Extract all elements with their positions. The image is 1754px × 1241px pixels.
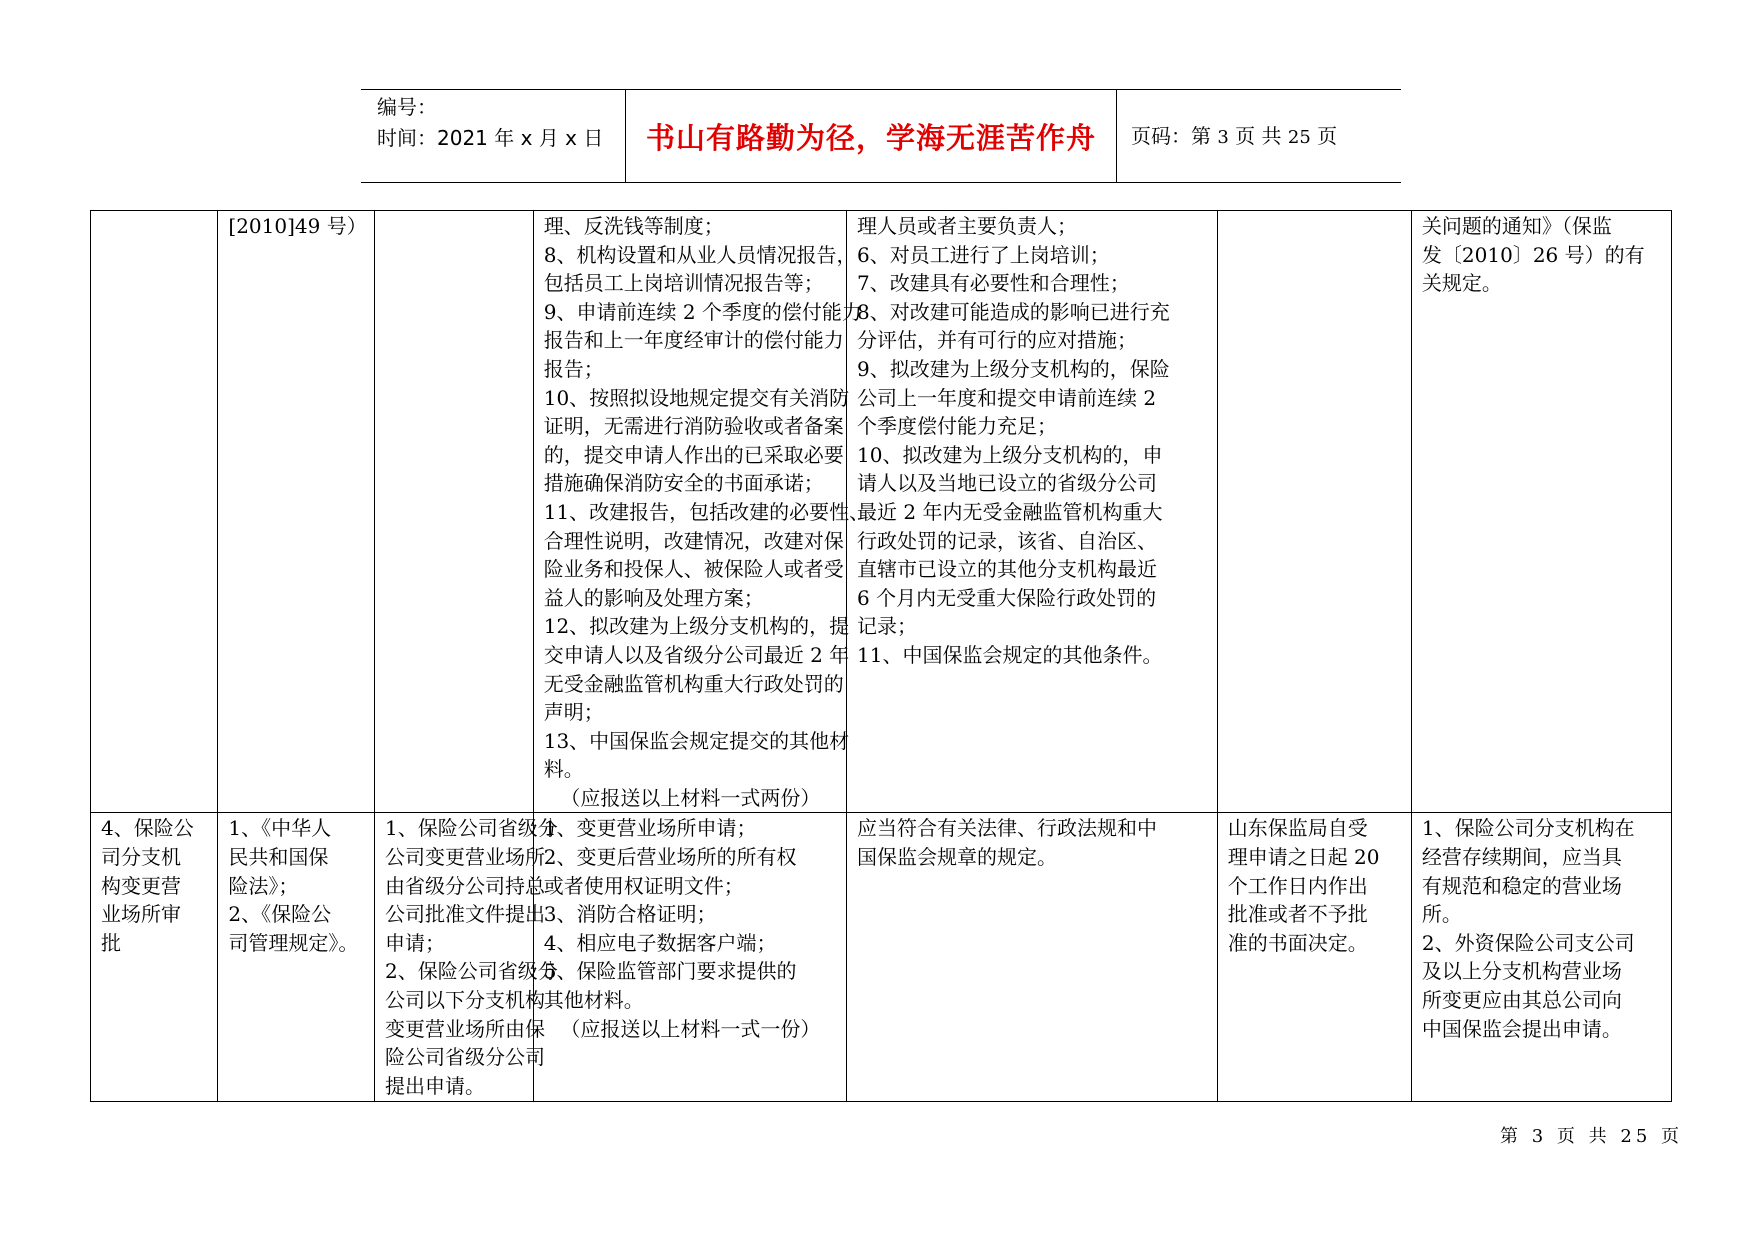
cell-text-line: 司分支机 (101, 845, 181, 870)
cell-text-line: 7、改建具有必要性和合理性； (857, 271, 1130, 296)
cell-text-line: 险业务和投保人、被保险人或者受 (543, 557, 844, 582)
cell-text-line: 1、变更营业场所申请； (543, 816, 757, 841)
cell-text-line: 5、保险监管部门要求提供的 (543, 959, 797, 984)
cell-text-line: 发〔2010〕26 号）的有 (1421, 242, 1645, 267)
cell-text-line: 险法》； (228, 873, 299, 898)
cell-text-line: 证明，无需进行消防验收或者备案 (543, 414, 844, 439)
table-cell (91, 211, 218, 813)
table-cell (91, 813, 218, 1102)
cell-text-line: 理申请之日起 20 (1227, 845, 1380, 870)
cell-text-line: 民共和国保 (228, 845, 329, 870)
cell-text-line: 所。 (1421, 902, 1462, 927)
document-number-label: 编号： (377, 95, 437, 119)
table-cell (375, 813, 558, 1102)
cell-text-line: 准的书面决定。 (1227, 930, 1368, 955)
cell-text-line: 11、中国保监会规定的其他条件。 (857, 642, 1163, 667)
cell-text-line: 或者使用权证明文件； (543, 873, 744, 898)
cell-text-line: 4、保险公 (101, 816, 194, 841)
page-mid: 页 共 (1235, 124, 1282, 148)
cell-text-line: 8、机构设置和从业人员情况报告， (543, 242, 857, 267)
cell-text-line: 包括员工上岗培训情况报告等； (543, 271, 824, 296)
cell-text-line: 国保监会规章的规定。 (857, 845, 1057, 870)
header-page-number (1131, 120, 1337, 149)
cell-text-line: 公司上一年度和提交申请前连续 2 (857, 385, 1157, 410)
cell-text-line: 关问题的通知》（保监 (1421, 214, 1612, 238)
cell-text-line: 由省级分公司持总 (385, 873, 546, 898)
page-header (361, 89, 1401, 183)
table-cell (533, 211, 870, 813)
table-cell (1217, 211, 1411, 813)
cell-text-line: [2010]49 号） (228, 214, 367, 238)
cell-text-line: 应当符合有关法律、行政法规和中 (857, 816, 1157, 841)
cell-text-line: 山东保监局自受 (1227, 816, 1368, 841)
table-cell (533, 813, 846, 1102)
cell-text-line: 批 (101, 930, 121, 955)
page-footer: 第 3 页 共 25 页 (1500, 1126, 1683, 1147)
cell-text-line: 报告； (543, 356, 604, 381)
page-total: 25 (1287, 127, 1311, 148)
table-cell (218, 813, 375, 1102)
cell-note: （应报送以上材料一式两份） (560, 785, 821, 810)
cell-text-line: 6、对员工进行了上岗培训； (857, 242, 1110, 267)
cell-text-line: 13、中国保监会规定提交的其他材 (543, 728, 850, 753)
cell-text-line: 2、变更后营业场所的所有权 (543, 845, 797, 870)
cell-text-line: 合理性说明，改建情况，改建对保 (543, 528, 844, 553)
cell-text-line: 行政处罚的记录，该省、自治区、 (857, 528, 1157, 553)
cell-text-line: 记录； (857, 614, 917, 639)
cell-text-line: 声明； (543, 700, 604, 725)
cell-text-line: 交申请人以及省级分公司最近 2 年 (543, 642, 850, 667)
table-row (91, 211, 1672, 813)
cell-text-line: 直辖市已设立的其他分支机构最近 (857, 557, 1157, 582)
cell-text-line: 个季度偿付能力充足； (857, 414, 1057, 439)
page-suffix: 页 (1317, 124, 1338, 148)
cell-text-line: 请人以及当地已设立的省级分公司 (857, 471, 1157, 496)
cell-text-line: 最近 2 年内无受金融监管机构重大 (857, 499, 1163, 524)
header-motto: 书山有路勤为径，学海无涯苦作舟 (645, 120, 1096, 155)
header-info (377, 92, 603, 154)
cell-text-line: 业场所审 (101, 902, 181, 927)
table-cell (847, 211, 1218, 813)
cell-text-line: 公司以下分支机构 (385, 988, 546, 1013)
cell-text-line: 无受金融监管机构重大行政处罚的 (543, 671, 844, 696)
cell-text-line: （应报送以上材料一式一份） (560, 1016, 821, 1041)
cell-text-line: 4、相应电子数据客户端； (543, 930, 777, 955)
cell-text-line: 其他材料。 (543, 988, 644, 1013)
cell-text-line: 理、反洗钱等制度； (543, 214, 724, 238)
cell-text-line: 9、拟改建为上级分支机构的，保险 (857, 356, 1170, 381)
cell-text-line: 有规范和稳定的营业场 (1421, 873, 1622, 898)
document-time: 时间：2021 年 x 月 x 日 (377, 126, 604, 150)
cell-text-line: 司管理规定》。 (228, 930, 359, 955)
table-row (91, 813, 1672, 1102)
cell-text-line: 6 个月内无受重大保险行政处罚的 (857, 585, 1157, 610)
cell-text-line: 11、改建报告，包括改建的必要性、 (543, 499, 870, 524)
cell-text-line: 益人的影响及处理方案； (543, 585, 764, 610)
cell-text-line: 12、拟改建为上级分支机构的，提 (543, 614, 850, 639)
cell-text-line: 10、拟改建为上级分支机构的，申 (857, 442, 1163, 467)
cell-text-line: 8、对改建可能造成的影响已进行充 (857, 299, 1170, 324)
table-cell (847, 813, 1218, 1102)
table-cell (1217, 813, 1411, 1102)
cell-text-line: 申请； (385, 930, 446, 955)
page-prefix: 页码：第 (1131, 124, 1211, 148)
cell-text-line: 及以上分支机构营业场 (1421, 959, 1622, 984)
cell-text-line: 料。 (543, 757, 584, 782)
cell-text-line: 报告和上一年度经审计的偿付能力 (543, 328, 844, 353)
table-cell (1411, 813, 1671, 1102)
cell-text-line: 构变更营 (101, 873, 181, 898)
cell-text-line: 2、外资保险公司支公司 (1421, 930, 1635, 955)
cell-text-line: 1、保险公司分支机构在 (1421, 816, 1635, 841)
table-cell (218, 211, 375, 813)
cell-text-line: 个工作日内作出 (1227, 873, 1368, 898)
cell-text-line: 所变更应由其总公司向 (1421, 988, 1622, 1013)
cell-text-line: 批准或者不予批 (1227, 902, 1368, 927)
cell-text-line: 关规定。 (1421, 271, 1502, 296)
cell-text-line: 1、《中华人 (228, 816, 332, 841)
cell-text-line: 措施确保消防安全的书面承诺； (543, 471, 824, 496)
cell-text-line: 变更营业场所由保 (385, 1016, 546, 1041)
cell-text-line: 公司变更营业场所 (385, 845, 546, 870)
cell-text-line: 公司批准文件提出 (385, 902, 546, 927)
cell-text-line: 的，提交申请人作出的已采取必要 (543, 442, 844, 467)
header-divider (1116, 90, 1117, 182)
table-cell (1411, 211, 1671, 813)
table-cell (375, 211, 534, 813)
cell-text-line: 2、《保险公 (228, 902, 332, 927)
cell-text-line: 经营存续期间，应当具 (1421, 845, 1622, 870)
cell-text-line: 10、按照拟设地规定提交有关消防 (543, 385, 850, 410)
cell-text-line: 中国保监会提出申请。 (1421, 1016, 1622, 1041)
cell-text-line: 提出申请。 (385, 1073, 486, 1098)
cell-text-line: 险公司省级分公司 (385, 1045, 546, 1070)
cell-text-line: 3、消防合格证明； (543, 902, 717, 927)
cell-text-line: 理人员或者主要负责人； (857, 214, 1077, 238)
cell-text-line: 2、保险公司省级分 (385, 959, 558, 984)
page-current: 3 (1217, 127, 1229, 148)
regulation-table (90, 210, 1672, 1102)
cell-text-line: 9、申请前连续 2 个季度的偿付能力 (543, 299, 862, 324)
cell-text-line: 分评估，并有可行的应对措施； (857, 328, 1137, 353)
cell-text-line: 1、保险公司省级分 (385, 816, 558, 841)
